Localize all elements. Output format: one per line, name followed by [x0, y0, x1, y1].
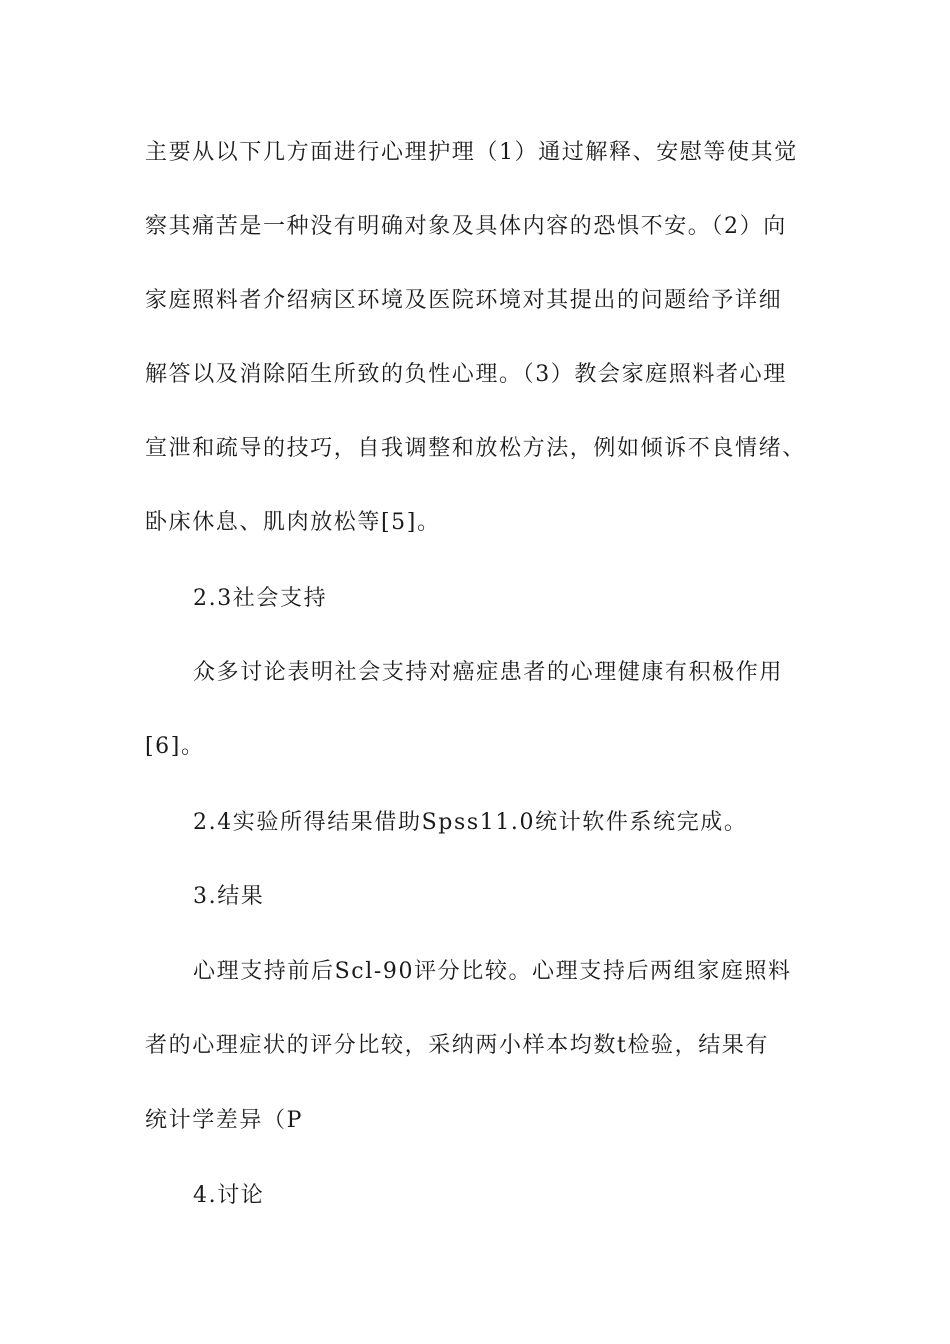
paragraph-line: 解答以及消除陌生所致的负性心理。（3）教会家庭照料者心理 [145, 362, 787, 387]
paragraph-line: 众多讨论表明社会支持对癌症患者的心理健康有积极作用 [193, 660, 784, 685]
paragraph-line: 察其痛苦是一种没有明确对象及具体内容的恐惧不安。（2）向 [145, 214, 787, 239]
paragraph-line: 卧床休息、肌肉放松等[5]。 [145, 510, 441, 535]
paragraph-line: [6]。 [145, 734, 205, 759]
paragraph-line: 宣泄和疏导的技巧，自我调整和放松方法，例如倾诉不良情绪、 [145, 436, 806, 461]
section-heading: 4.讨论 [193, 1183, 265, 1208]
paragraph-line: 主要从以下几方面进行心理护理（1）通过解释、安慰等使其觉 [145, 140, 798, 165]
section-heading: 2.3社会支持 [193, 586, 328, 611]
paragraph-line: 2.4实验所得结果借助Spss11.0统计软件系统完成。 [193, 810, 748, 835]
paragraph-line: 家庭照料者介绍病区环境及医院环境对其提出的问题给予详细 [145, 288, 783, 313]
paragraph-line: 者的心理症状的评分比较，采纳两小样本均数t检验，结果有 [145, 1033, 770, 1058]
section-heading: 3.结果 [193, 884, 265, 909]
paragraph-line: 心理支持前后Scl-90评分比较。心理支持后两组家庭照料 [193, 959, 792, 984]
paragraph-line: 统计学差异（P [145, 1108, 304, 1133]
